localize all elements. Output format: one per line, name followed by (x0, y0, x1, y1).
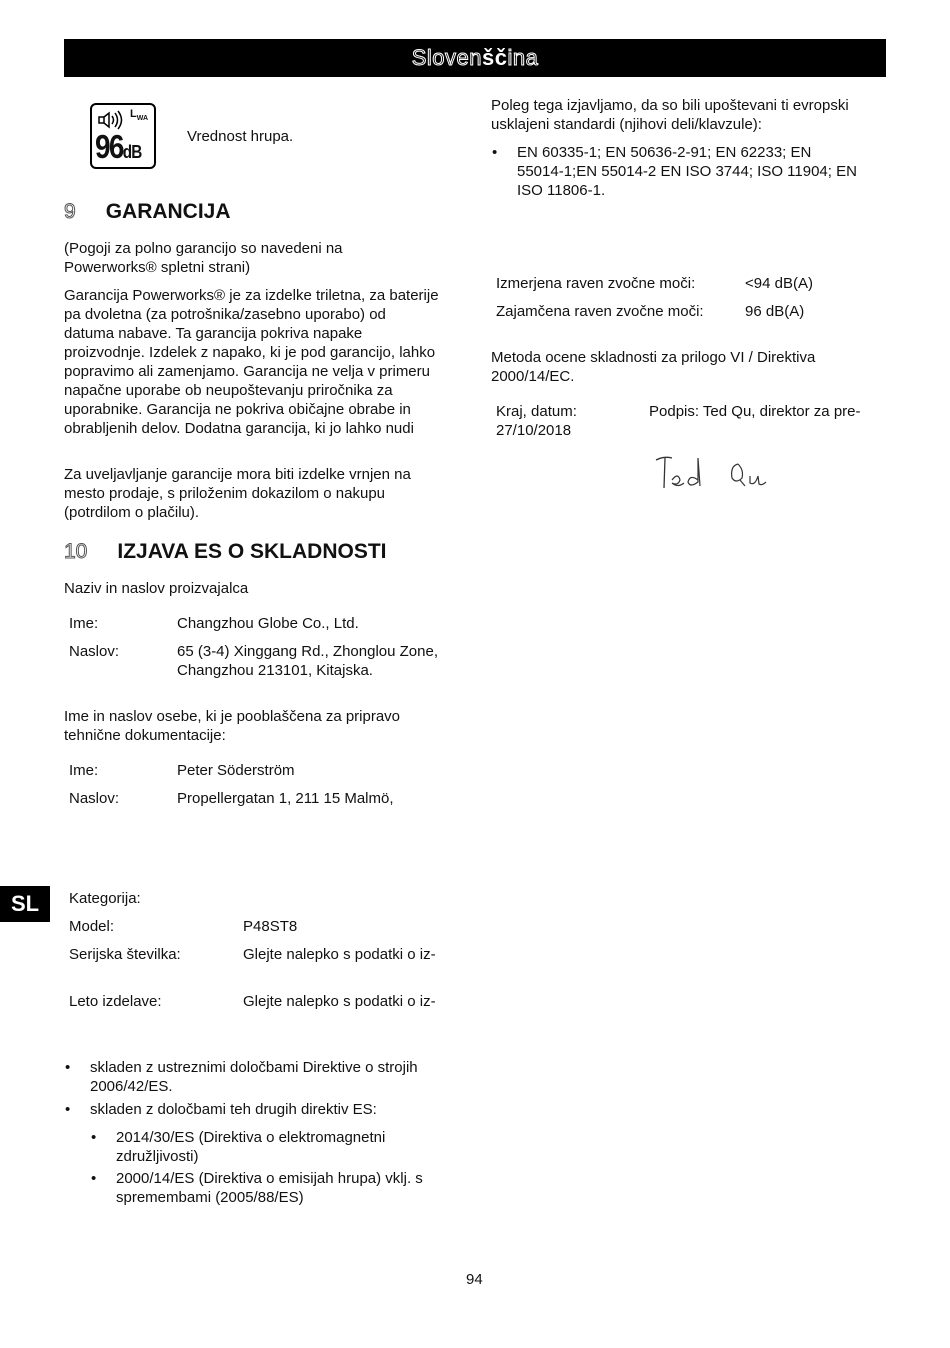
warranty-claim: Za uveljavljanje garancije mora biti izdelke vrnjen na mesto prodaje, s priloženim dokazilom o nakupu (potrdilom o plačilu). (64, 466, 411, 521)
rep-address: Propellergatan 1, 211 15 Malmö, (177, 790, 394, 807)
measured-value: <94 dB(A) (745, 275, 813, 292)
serial-value: Glejte nalepko s podatki o iz- (243, 946, 436, 963)
section-10-heading: 10 IZJAVA ES O SKLADNOSTI (64, 540, 387, 563)
assessment-method: Metoda ocene skladnosti za prilogo VI / Direktiva 2000/14/EC. (491, 349, 816, 385)
page-header-banner: Slovenščina (64, 39, 886, 77)
measured-label: Izmerjena raven zvočne moči: (496, 275, 696, 292)
manufacturer-heading: Naziv in naslov proizvajalca (64, 580, 249, 597)
lwa-label: $L_{WA}$ (130, 108, 149, 123)
compliance-bullet: • skladen z ustreznimi določbami Direktive o strojih 2006/42/ES. (90, 1058, 418, 1096)
sound-power-icon (90, 103, 156, 169)
rep-name: Peter Söderström (177, 762, 295, 779)
standards-list: • EN 60335-1; EN 50636-2-91; EN 62233; EN 55014-1;EN 55014-2 EN ISO 3744; ISO 11904; EN ISO 11806-1. (517, 143, 857, 200)
speaker-icon (97, 110, 127, 130)
serial-label: Serijska številka: (69, 946, 181, 963)
guaranteed-value: 96 dB(A) (745, 303, 805, 320)
manufacturer-name-label: Ime: (69, 615, 99, 632)
year-label: Leto izdelave: (69, 993, 162, 1010)
compliance-bullet: • skladen z določbami teh drugih direktiv ES: (90, 1100, 377, 1119)
guaranteed-label: Zajamčena raven zvočne moči: (496, 303, 704, 320)
directive-bullet: • 2014/30/ES (Direktiva o elektromagnetni združljivosti) (116, 1128, 385, 1166)
rep-address-label: Naslov: (69, 790, 120, 807)
sound-value: 96dB (95, 128, 142, 165)
standards-intro: Poleg tega izjavljamo, da so bili upoštevani ti evropski usklajeni standardi (njihovi deli/klavzule): (491, 97, 849, 133)
signature (652, 450, 782, 495)
noise-description: Vrednost hrupa. (187, 128, 294, 145)
representative-heading: Ime in naslov osebe, ki je pooblaščena za pripravo tehnične dokumentacije: (64, 708, 401, 744)
place-date: Kraj, datum: 27/10/2018 (496, 403, 577, 439)
signature-image (652, 450, 782, 495)
year-value: Glejte nalepko s podatki o iz- (243, 993, 436, 1010)
language-tab: SL (0, 886, 50, 922)
manufacturer-address-label: Naslov: (69, 643, 120, 660)
manufacturer-name: Changzhou Globe Co., Ltd. (177, 615, 359, 632)
manufacturer-address: 65 (3-4) Xinggang Rd., Zhonglou Zone, Changzhou 213101, Kitajska. (177, 643, 438, 679)
rep-name-label: Ime: (69, 762, 99, 779)
category-label: Kategorija: (69, 890, 141, 907)
signatory: Podpis: Ted Qu, direktor za pre- (649, 403, 861, 420)
warranty-terms: Garancija Powerworks® je za izdelke triletna, za baterije pa dvoletna (za potrošnika/zasebno uporabo) od datuma nabave. Ta garancija pokriva napake proizvodnje. Izdelek z napako, ki je pod garancijo, lahko popravimo ali zamenjamo. Garancija ne velja v primeru napačne uporabe ob neupoštevanju priročnika za uporabnike. Garancija ne pokriva običajne obrabe in obrabljenih delov. Dodatna garancija, ki jo lahko nudi (64, 287, 439, 437)
page-number: 94 (466, 1271, 483, 1288)
section-9-heading: 9 GARANCIJA (64, 200, 231, 223)
directive-bullet: • 2000/14/ES (Direktiva o emisijah hrupa) vklj. s spremembami (2005/88/ES) (116, 1169, 423, 1207)
warranty-note: (Pogoji za polno garancijo so navedeni na Powerworks® spletni strani) (64, 240, 343, 276)
model-label: Model: (69, 918, 115, 935)
model-value: P48ST8 (243, 918, 298, 935)
